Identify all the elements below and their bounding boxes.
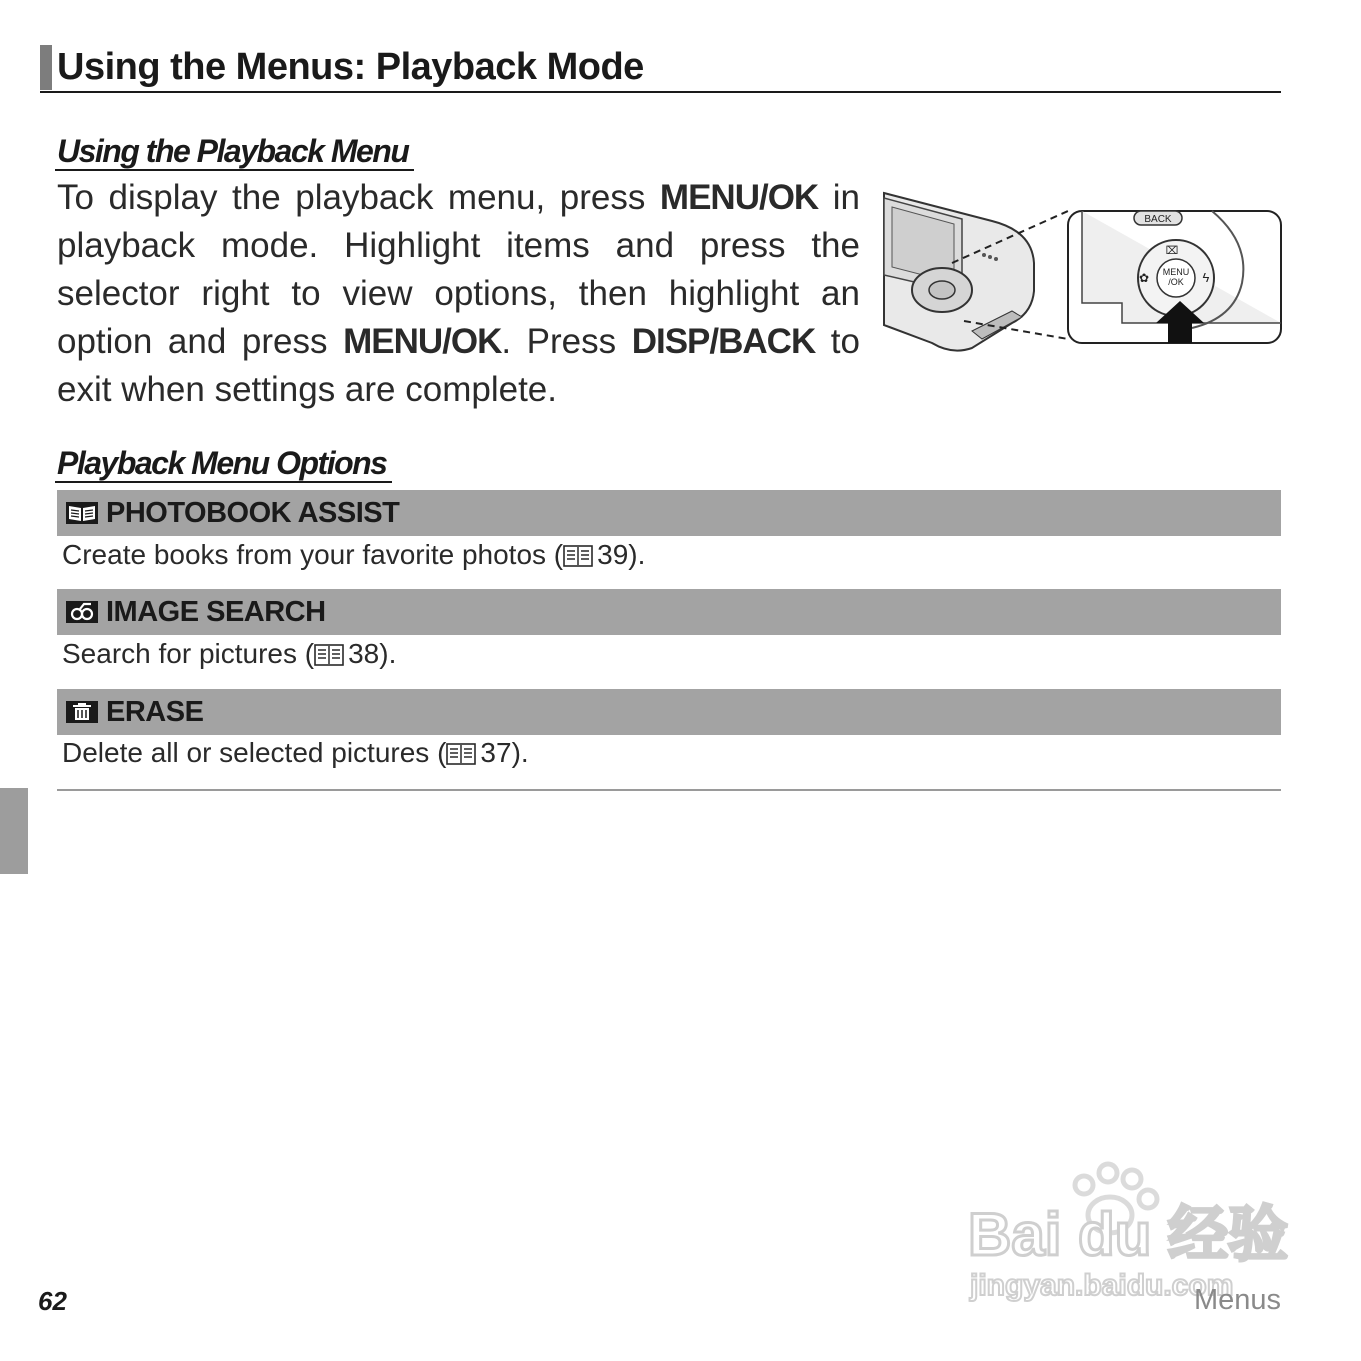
intro-text-1: To display the playback menu, press [57, 178, 660, 217]
intro-text-4: to exit when settings are complete. [57, 322, 860, 409]
footer-section-name: Menus [1193, 1284, 1281, 1316]
menu-button-label: MENU [1162, 267, 1190, 277]
svg-text:✿: ✿ [1138, 271, 1150, 285]
back-button-label: BACK [1144, 214, 1172, 225]
option-label: IMAGE SEARCH [106, 596, 326, 628]
camera-illustration [882, 183, 1284, 355]
page-reference: 38 [348, 638, 380, 669]
intro-text-3: . Press [501, 322, 632, 361]
svg-text:ϟ: ϟ [1202, 270, 1210, 285]
menu-ok-key-2: MENU/OK [343, 322, 502, 361]
intro-paragraph [57, 174, 860, 414]
ok-button-label: /OK [1168, 277, 1184, 287]
image-search-icon [65, 600, 99, 624]
option-photobook-assist-bar [57, 490, 1281, 536]
option-description [62, 736, 529, 770]
desc-text-end: ). [379, 638, 397, 669]
section-heading-menu-options: Playback Menu Options [55, 445, 392, 483]
option-image-search-bar [57, 589, 1281, 635]
photobook-icon [65, 501, 99, 525]
title-marker [40, 45, 52, 90]
page-reference: 37 [480, 737, 512, 768]
option-label: ERASE [106, 696, 204, 728]
option-description [62, 538, 645, 572]
desc-text-end: ). [511, 737, 529, 768]
section-heading-playback-menu: Using the Playback Menu [55, 133, 414, 171]
page-reference-icon [314, 644, 344, 666]
page-title: Using the Menus: Playback Mode [57, 46, 644, 88]
section-end-rule [57, 789, 1281, 791]
option-label: PHOTOBOOK ASSIST [106, 497, 400, 529]
desc-text: Search for pictures ( [62, 638, 315, 669]
page-reference-icon [446, 743, 476, 765]
option-description [62, 637, 396, 671]
page-title-bar [40, 45, 1281, 93]
watermark-url: jingyan.baidu.com [970, 1269, 1234, 1302]
svg-text:⌧: ⌧ [1165, 245, 1179, 257]
chapter-side-tab [0, 788, 28, 874]
disp-back-key: DISP/BACK [631, 322, 816, 361]
page-reference-icon [563, 545, 593, 567]
trash-icon [65, 700, 99, 724]
desc-text: Delete all or selected pictures ( [62, 737, 447, 768]
watermark-brand: Bai du 经验 [968, 1201, 1289, 1268]
option-erase-bar [57, 689, 1281, 735]
desc-text-end: ). [628, 539, 646, 570]
desc-text: Create books from your favorite photos ( [62, 539, 564, 570]
page-number: 62 [38, 1286, 67, 1316]
intro-text-2: in playback mode. Highlight items and press the selector right to view options, then highlight an option and press [57, 178, 861, 361]
page-reference: 39 [597, 539, 629, 570]
menu-ok-key: MENU/OK [659, 178, 819, 217]
